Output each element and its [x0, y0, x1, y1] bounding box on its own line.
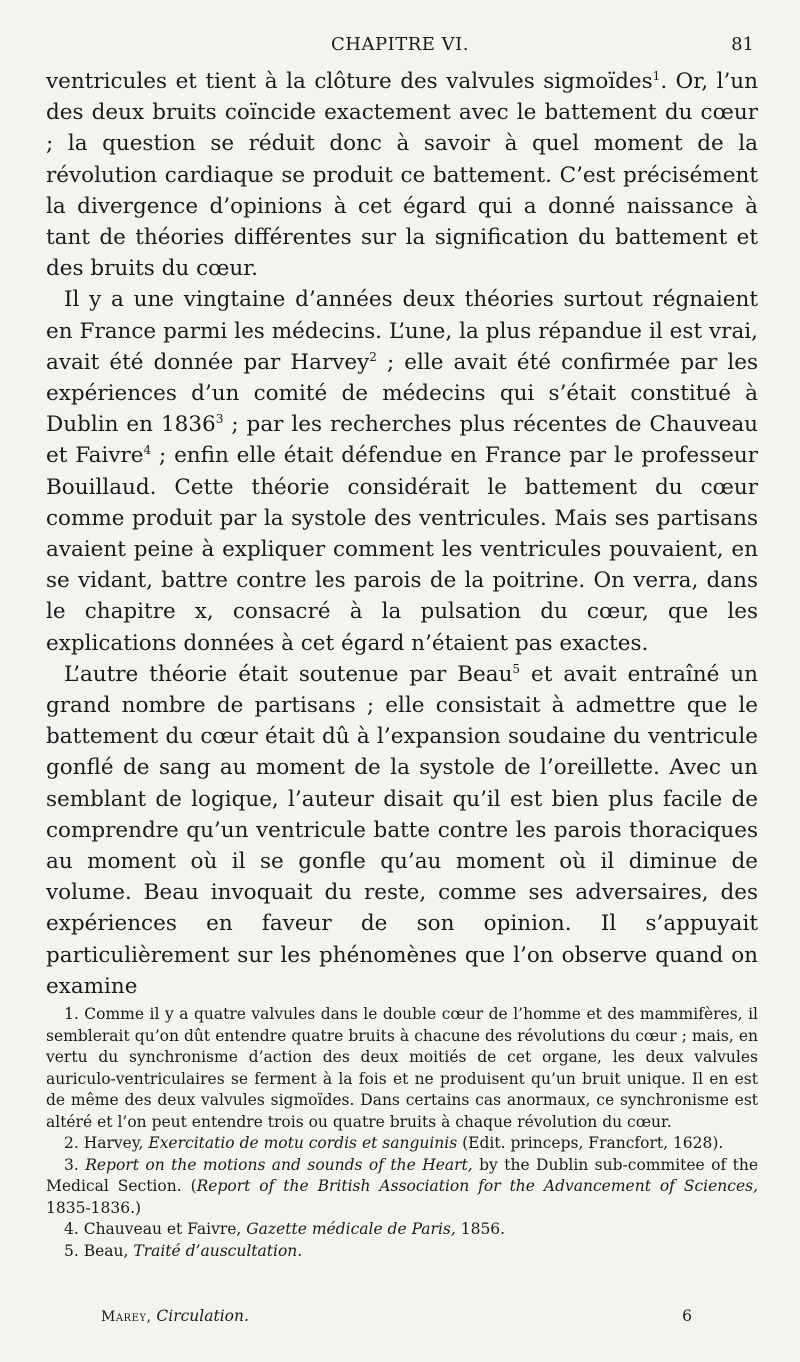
footnotes [46, 1004, 758, 1262]
footnote-ref-4: 4 [143, 443, 152, 458]
page-footer [46, 1307, 746, 1331]
footnote-ref-2: 2 [369, 349, 377, 364]
footnote-4: 4. Chauveau et Faivre, Gazette médicale de Paris, 1856. [64, 1220, 506, 1238]
footnote-5: 5. Beau, Traité d’auscultation. [64, 1241, 303, 1260]
chapter-title: CHAPITRE VI. [331, 34, 469, 55]
page-number: 81 [731, 34, 754, 55]
paragraph-1: ventricules et tient à la clôture des valvules sigmoïdes$^1$. Or, l’un des deux bruits coïncide exactement avec le battement du cœur ; la question se réduit donc à savoir à quel moment de la révolution cardiaque se produit ce battement. C’est précisément la divergence d’opinions à cet égard qui a donné naissance à tant de théories différentes sur la signification du battement et des bruits du cœur. [46, 68, 758, 282]
footnote-ref-5: 5 [512, 661, 521, 676]
footnote-1: 1. Comme il y a quatre valvules dans le double cœur de l’homme et des mammifères, il semblerait qu’on dût entendre quatre bruits à chacune des révolutions du cœur ; mais, en vertu du synchronisme d’action des deux moitiés de cet organe, les deux valvules auriculo-ventriculaires se ferment à la fois et ne produisent qu’un bruit unique. Il en est de même des deux valvules sigmoïdes. Dans certains cas anormaux, ce synchronisme est altéré et l’on peut entendre trois ou quatre bruits à chaque révolution du cœur. [46, 1005, 758, 1131]
footnote-ref-1: 1 [652, 68, 661, 83]
footer-author: Marey, Circulation. [101, 1307, 249, 1325]
main-text [46, 66, 758, 1002]
footnote-ref-3: 3 [215, 412, 224, 427]
footnote-2: 2. Harvey, Exercitatio de motu cordis et sanguinis (Edit. princeps, Francfort, 1628). [64, 1134, 724, 1152]
signature-mark: 6 [682, 1307, 692, 1325]
footnote-3: 3. Report on the motions and sounds of the Heart, by the Dublin sub-commitee of the Medical Section. (Report of the British Association for the Advancement of Sciences, 1835-1836.) [46, 1155, 759, 1217]
running-header [46, 32, 754, 62]
paragraph-2: Il y a une vingtaine d’années deux théories surtout régnaient en France parmi les médecins. L’une, la plus répandue il est vrai, avait été donnée par Harvey$^2$ ; elle avait été confirmée par les expériences d’un comité de médecins qui s’était constitué à Dublin en 1836$^3$ ; par les recherches plus récentes de Chauveau et Faivre$^4$ ; enfin elle était défendue en France par le professeur Bouillaud. Cette théorie considérait le battement du cœur comme produit par la systole des ventricules. Mais ses partisans avaient peine à expliquer comment les ventricules pouvaient, en se vidant, battre contre les parois de la poitrine. On verra, dans le chapitre x, consacré à la pulsation du cœur, que les explications données à cet égard n’étaient pas exactes. [46, 287, 759, 656]
paragraph-3: L’autre théorie était soutenue par Beau$^5$ et avait entraîné un grand nombre de partisans ; elle consistait à admettre que le battement du cœur était dû à l’expansion soudaine du ventricule gonflé de sang au moment de la systole de l’oreillette. Avec un semblant de logique, l’auteur disait qu’il est bien plus facile de comprendre qu’un ventricule batte contre les parois thoraciques au moment où il se gonfle qu’au moment où il diminue de volume. Beau invoquait du reste, comme ses adversaires, des expériences en faveur de son opinion. Il s’appuyait particulièrement sur les phénomènes que l’on observe quand on examine [46, 661, 758, 999]
